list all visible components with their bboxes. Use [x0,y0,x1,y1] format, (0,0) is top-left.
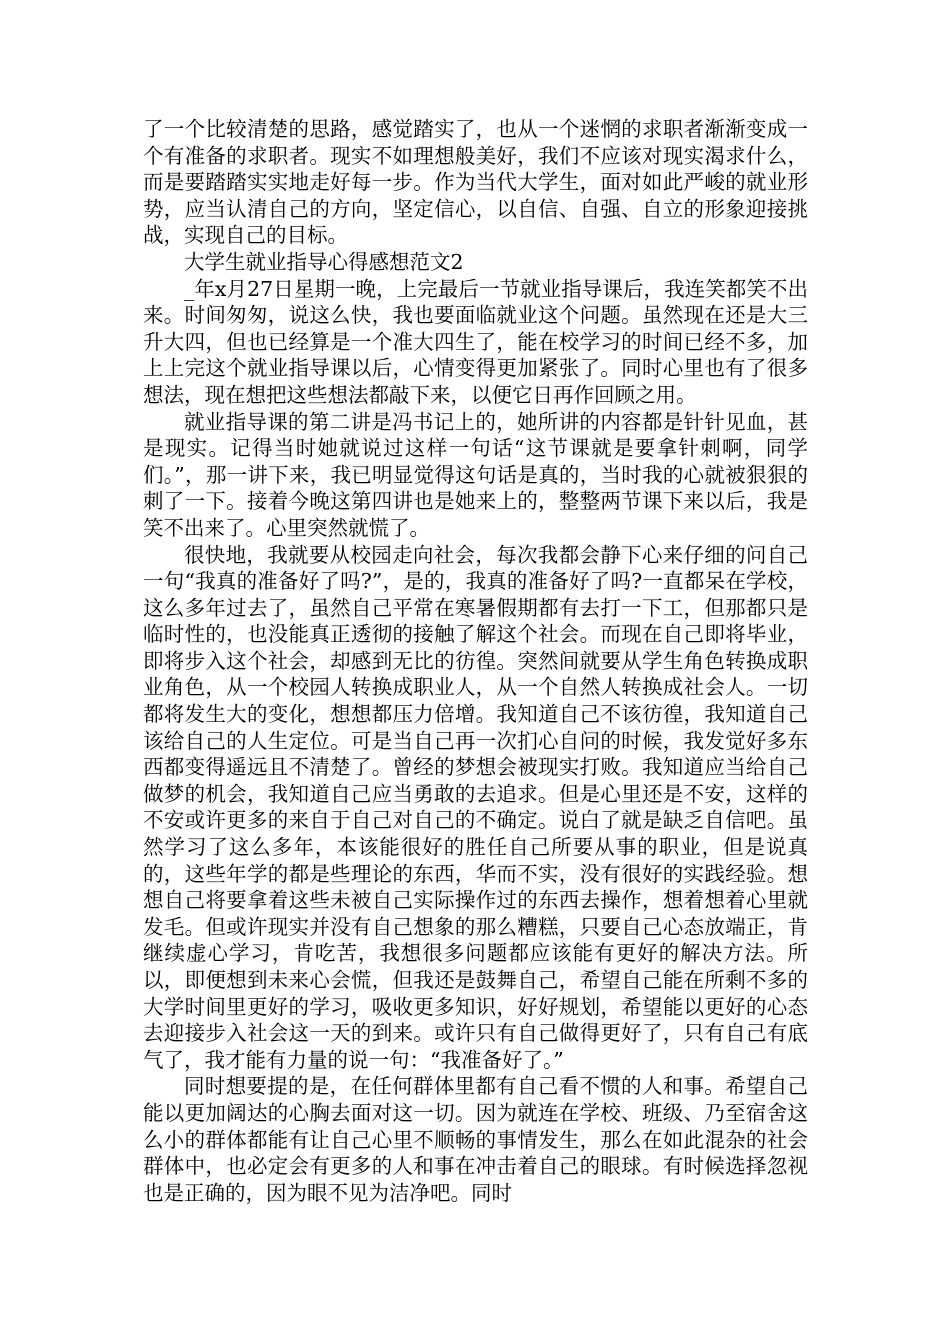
section-heading: 大学生就业指导心得感想范文2 [184,249,464,274]
paragraph-opening: _年x月27日星期一晚，上完最后一节就业指导课后，我连笑都笑不出来。时间匆匆，说这么快，我也要面临就业这个问题。虽然现在还是大三升大四，但也已经算是一个准大四生了，能在校学习的时间已经不多，加上上完这个就业指导课以后，心情变得更加紧张了。同时心里也有了很多想法，现在想把这些想法都敲下来，以便它日再作回顾之用。 [143,276,808,407]
paragraph-continuation: 了一个比较清楚的思路，感觉踏实了，也从一个迷惘的求职者渐渐变成一个有准备的求职者。现实不如理想般美好，我们不应该对现实渴求什么，而是要踏踏实实地走好每一步。作为当代大学生，面对如此严峻的就业形势，应当认清自己的方向，坚定信心，以自信、自强、自立的形象迎接挑战，实现自己的目标。 [143,117,808,248]
paragraph-reflection: 很快地，我就要从校园走向社会，每次我都会静下心来仔细的问自己一句“我真的准备好了吗?”，是的，我真的准备好了吗?一直都呆在学校，这么多年过去了，虽然自己平常在寒暑假期都有去打一下工，但那都只是临时性的，也没能真正透彻的接触了解这个社会。而现在自己即将毕业，即将步入这个社会，却感到无比的彷徨。突然间就要从学生角色转换成职业角色，从一个校园人转换成职业人，从一个自然人转换成社会人。一切都将发生大的变化，想想都压力倍增。我知道自己不该彷徨，我知道自己该给自己的人生定位。可是当自己再一次扪心自问的时候，我发觉好多东西都变得遥远且不清楚了。曾经的梦想会被现实打败。我知道应当给自己做梦的机会，我知道自己应当勇敢的去追求。但是心里还是不安，这样的不安或许更多的来自于自己对自己的不确定。说白了就是缺乏自信吧。虽然学习了这么多年，本该能很好的胜任自己所要从事的职业，但是说真的，这些年学的都是些理论的东西，华而不实，没有很好的实践经验。想想自己将要拿着这些未被自己实际操作过的东西去操作，想着想着心里就发毛。但或许现实并没有自己想象的那么糟糕，只要自己心态放端正，肯继续虚心学习，肯吃苦，我想很多问题都应该能有更好的解决方法。所以，即便想到未来心会慌，但我还是鼓舞自己，希望自己能在所剩不多的大学时间里更好的学习，吸收更多知识，好好规划，希望能以更好的心态去迎接步入社会这一天的到来。或许只有自己做得更好了，只有自己有底气了，我才能有力量的说一句：“我准备好了。” [143,542,808,1072]
paragraph-closing: 同时想要提的是，在任何群体里都有自己看不惯的人和事。希望自己能以更加阔达的心胸去面对这一切。因为就连在学校、班级、乃至宿舍这么小的群体都能有让自己心里不顺畅的事情发生，那么在如此混杂的社会群体中，也必定会有更多的人和事在冲击着自己的眼球。有时候选择忽视也是正确的，因为眼不见为洁净吧。同时 [143,1074,808,1205]
paragraph-second-lecture: 就业指导课的第二讲是冯书记上的，她所讲的内容都是针针见血，甚是现实。记得当时她就说过这样一句话“这节课就是要拿针刺啊，同学们。”，那一讲下来，我已明显觉得这句话是真的，当时我的心就被狠狠的刺了一下。接着今晚这第四讲也是她来上的，整整两节课下来以后，我是笑不出来了。心里突然就慌了。 [143,409,808,540]
document-page [143,116,808,1206]
